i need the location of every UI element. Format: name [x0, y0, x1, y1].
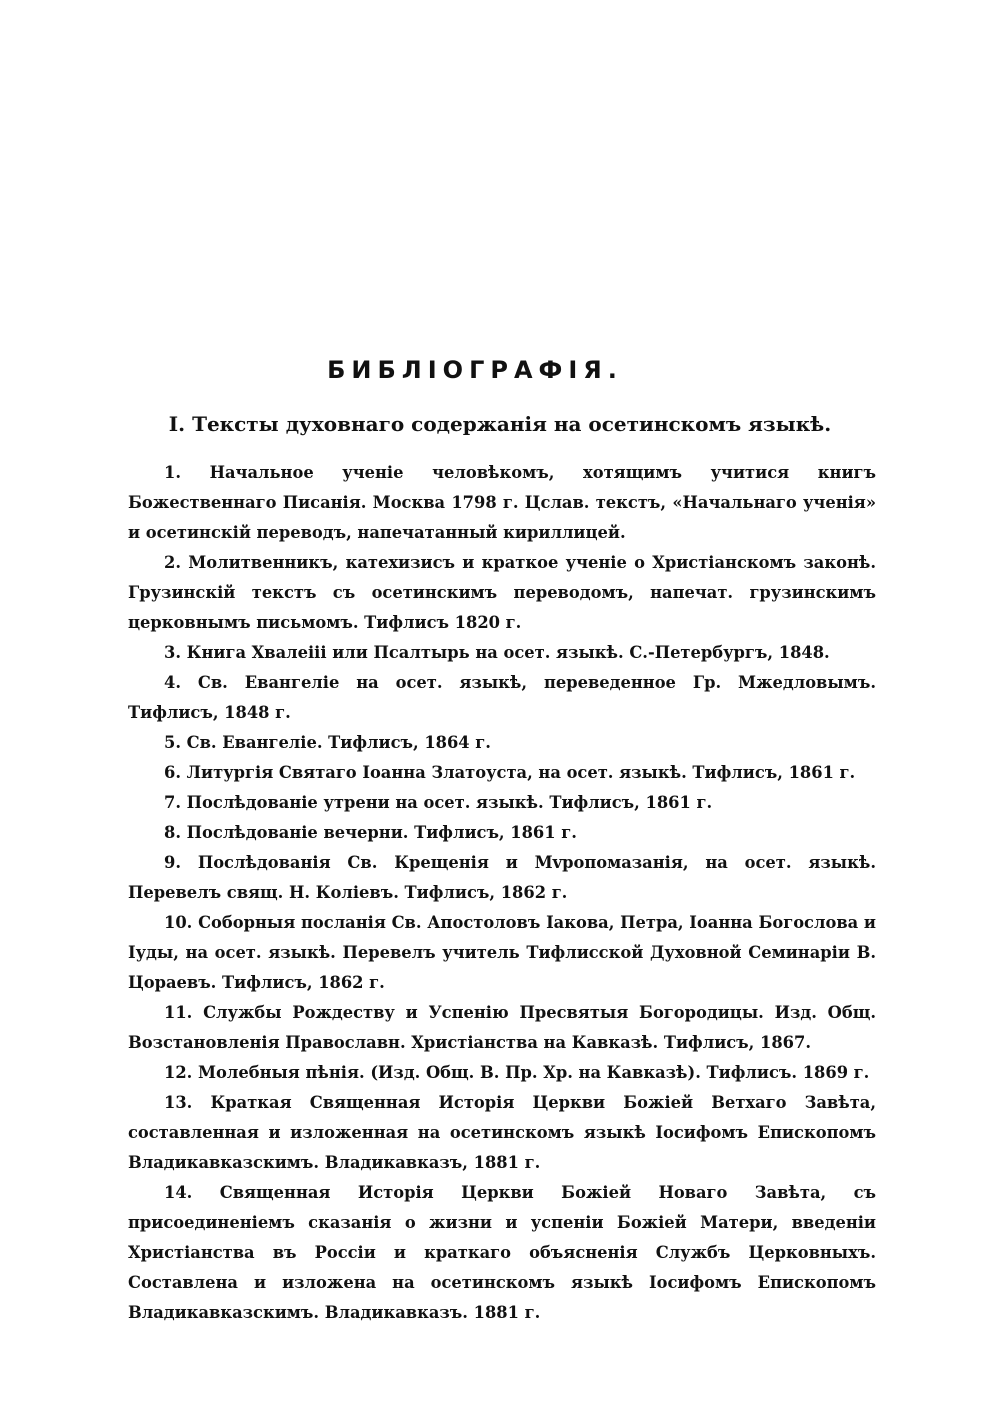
page-title: БИБЛІОГРАФІЯ.: [327, 356, 623, 384]
bibliography-entry-9: 9. Послѣдованія Св. Крещенія и Мvропомазанія, на осет. языкѣ. Перевелъ свящ. Н. Коліевъ. Тифлисъ, 1862 г.: [128, 853, 876, 902]
bibliography-entry-4: 4. Св. Евангеліе на осет. языкѣ, переведенное Гр. Мжедловымъ. Тифлисъ, 1848 г.: [128, 673, 876, 722]
bibliography-entry-6: 6. Литургія Святаго Іоанна Златоуста, на осет. языкѣ. Тифлисъ, 1861 г.: [164, 763, 856, 782]
bibliography-entry-13: 13. Краткая Священная Исторія Церкви Божіей Ветхаго Завѣта, составленная и изложенная на осетинскомъ языкѣ Іосифомъ Епископомъ Владикавказскимъ. Владикавказъ, 1881 г.: [128, 1093, 876, 1172]
bibliography-entry-1: 1. Начальное ученіе человѣкомъ, хотящимъ учитися книгъ Божественнаго Писанія. Москва 1798 г. Цслав. текстъ, «Начальнаго ученія» и осетинскій переводъ, напечатанный кириллицей.: [128, 463, 876, 542]
bibliography-entry-12: 12. Молебныя пѣнія. (Изд. Общ. В. Пр. Хр. на Кавказѣ). Тифлисъ. 1869 г.: [164, 1063, 870, 1082]
bibliography-entry-3: 3. Книга Хвалеііі или Псалтырь на осет. языкѣ. С.-Петербургъ, 1848.: [164, 643, 830, 662]
bibliography-entry-7: 7. Послѣдованіе утрени на осет. языкѣ. Тифлисъ, 1861 г.: [164, 793, 713, 812]
bibliography-entry-11: 11. Службы Рождеству и Успенію Пресвятыя Богородицы. Изд. Общ. Возстановленія Православн. Христіанства на Кавказѣ. Тифлисъ, 1867.: [128, 1003, 876, 1052]
bibliography-entry-5: 5. Св. Евангеліе. Тифлисъ, 1864 г.: [164, 733, 491, 752]
bibliography-list: [128, 458, 876, 1328]
section-heading: I. Тексты духовнаго содержанія на осетинскомъ языкѣ.: [168, 412, 832, 436]
bibliography-entry-8: 8. Послѣдованіе вечерни. Тифлисъ, 1861 г.: [164, 823, 577, 842]
bibliography-entry-10: 10. Соборныя посланія Св. Апостоловъ Іакова, Петра, Іоанна Богослова и Іуды, на осет. языкѣ. Перевелъ учитель Тифлисской Духовной Семинаріи В. Цораевъ. Тифлисъ, 1862 г.: [128, 913, 876, 992]
bibliography-entry-14: 14. Священная Исторія Церкви Божіей Новаго Завѣта, съ присоединеніемъ сказанія о жизни и успеніи Божіей Матери, введеніи Христіанства въ Россіи и краткаго объясненія Службъ Церковныхъ. Составлена и изложена на осетинскомъ языкѣ Іосифомъ Епископомъ Владикавказскимъ. Владикавказъ. 1881 г.: [128, 1183, 876, 1322]
bibliography-entry-2: 2. Молитвенникъ, катехизисъ и краткое ученіе о Христіанскомъ законѣ. Грузинскій текстъ съ осетинскимъ переводомъ, напечат. грузинскимъ церковнымъ письмомъ. Тифлисъ 1820 г.: [128, 553, 876, 632]
